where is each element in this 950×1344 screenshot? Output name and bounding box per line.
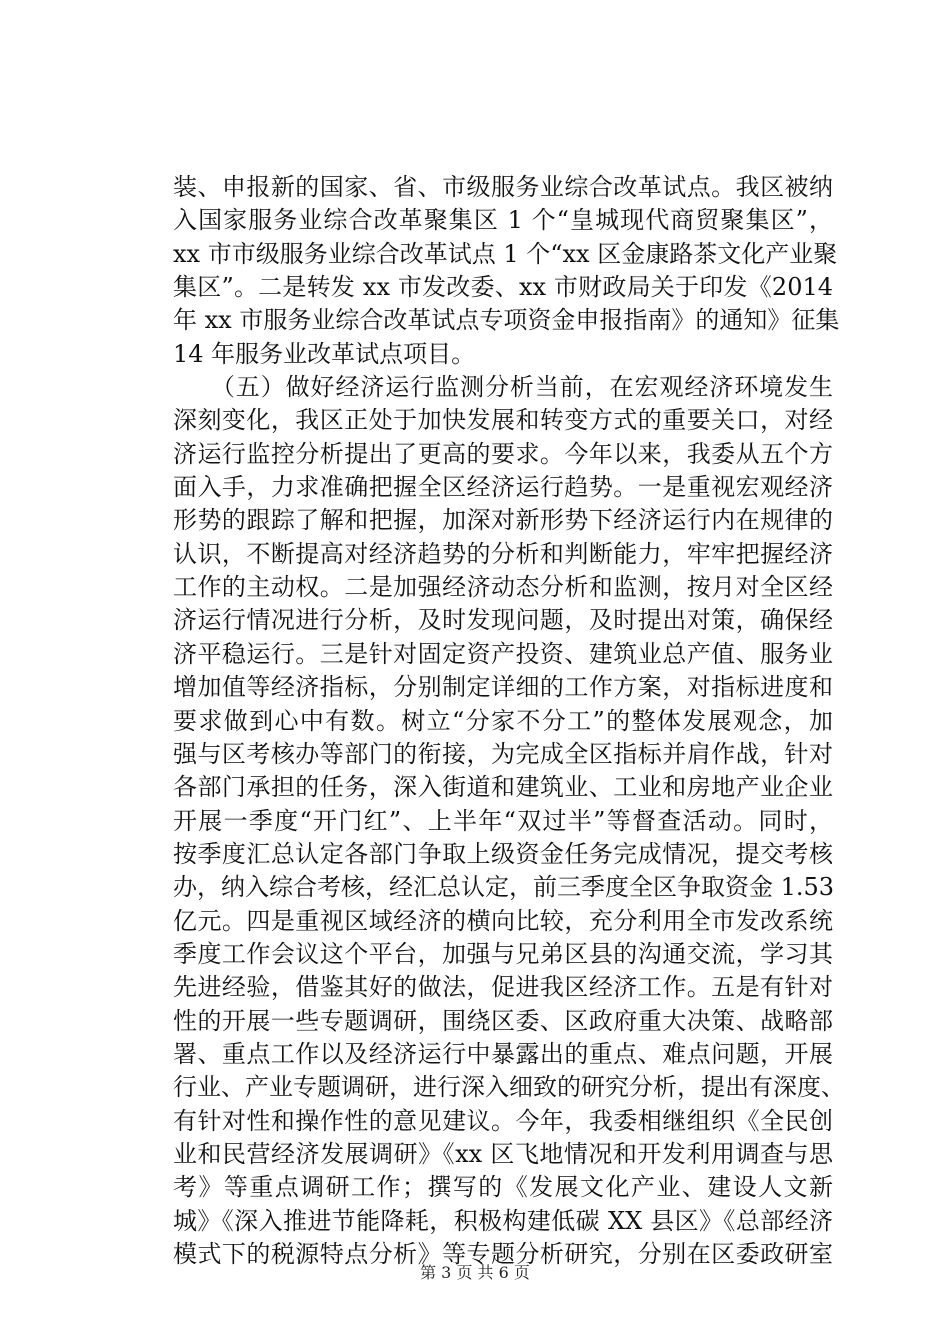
text-line: 性的开展一些专题调研，围绕区委、区政府重大决策、战略部 [173,1006,833,1035]
text-line: 要求做到心中有数。树立“分家不分工”的整体发展观念，加 [173,706,833,735]
text-line: 认识，不断提高对经济趋势的分析和判断能力，牢牢把握经济 [173,539,833,568]
text-line: 各部门承担的任务，深入街道和建筑业、工业和房地产业企业 [173,773,833,802]
text-line: 署、重点工作以及经济运行中暴露出的重点、难点问题，开展 [173,1039,833,1068]
text-line: 办，纳入综合考核，经汇总认定，前三季度全区争取资金 1.53 [173,873,835,902]
text-line: 强与区考核办等部门的衔接，为完成全区指标并肩作战，针对 [173,739,833,768]
text-line: 形势的跟踪了解和把握，加深对新形势下经济运行内在规律的 [173,506,833,535]
text-line: 城》《深入推进节能降耗，积极构建低碳 XX 县区》《总部经济 [173,1206,833,1235]
page-footer: 第 3 页 共 6 页 [420,1263,530,1282]
text-line: 亿元。四是重视区域经济的横向比较，充分利用全市发改系统 [173,906,833,935]
text-line: 先进经验，借鉴其好的做法，促进我区经济工作。五是有针对 [173,973,833,1002]
text-line: 济运行情况进行分析，及时发现问题，及时提出对策，确保经 [173,606,833,635]
text-line: xx 市市级服务业综合改革试点 1 个“xx 区金康路茶文化产业聚 [173,239,838,268]
text-line: 集区”。二是转发 xx 市发改委、xx 市财政局关于印发《2014 [173,273,833,302]
text-line: 装、申报新的国家、省、市级服务业综合改革试点。我区被纳 [173,173,833,201]
text-line: 年 xx 市服务业综合改革试点专项资金申报指南》的通知》征集 [173,306,840,335]
text-line: 工作的主动权。二是加强经济动态分析和监测，按月对全区经 [173,573,833,602]
text-line: 业和民营经济发展调研》《xx 区飞地情况和开发利用调查与思 [173,1139,833,1168]
text-line: 济运行监控分析提出了更高的要求。今年以来，我委从五个方 [173,439,833,468]
text-line: 考》等重点调研工作；撰写的《发展文化产业、建设人文新 [173,1173,833,1202]
text-line: 季度工作会议这个平台，加强与兄弟区县的沟通交流，学习其 [173,939,833,968]
text-line: 入国家服务业综合改革聚集区 1 个“皇城现代商贸聚集区”， [173,206,833,235]
body-text [173,171,845,1271]
text-line: 济平稳运行。三是针对固定资产投资、建筑业总产值、服务业 [173,639,833,668]
text-line: （五）做好经济运行监测分析当前，在宏观经济环境发生 [173,373,833,402]
text-line: 有针对性和操作性的意见建议。今年，我委相继组织《全民创 [173,1106,833,1135]
text-line: 深刻变化，我区正处于加快发展和转变方式的重要关口，对经 [173,406,833,435]
text-line: 面入手，力求准确把握全区经济运行趋势。一是重视宏观经济 [173,473,833,502]
text-line: 按季度汇总认定各部门争取上级资金任务完成情况，提交考核 [173,839,833,868]
text-line: 开展一季度“开门红”、上半年“双过半”等督查活动。同时， [173,806,833,835]
text-line: 模式下的税源特点分析》等专题分析研究，分别在区委政研室 [173,1240,833,1268]
text-line: 14 年服务业改革试点项目。 [173,339,476,368]
text-line: 行业、产业专题调研，进行深入细致的研究分析，提出有深度、 [173,1073,845,1102]
text-line: 增加值等经济指标，分别制定详细的工作方案，对指标进度和 [173,673,833,702]
